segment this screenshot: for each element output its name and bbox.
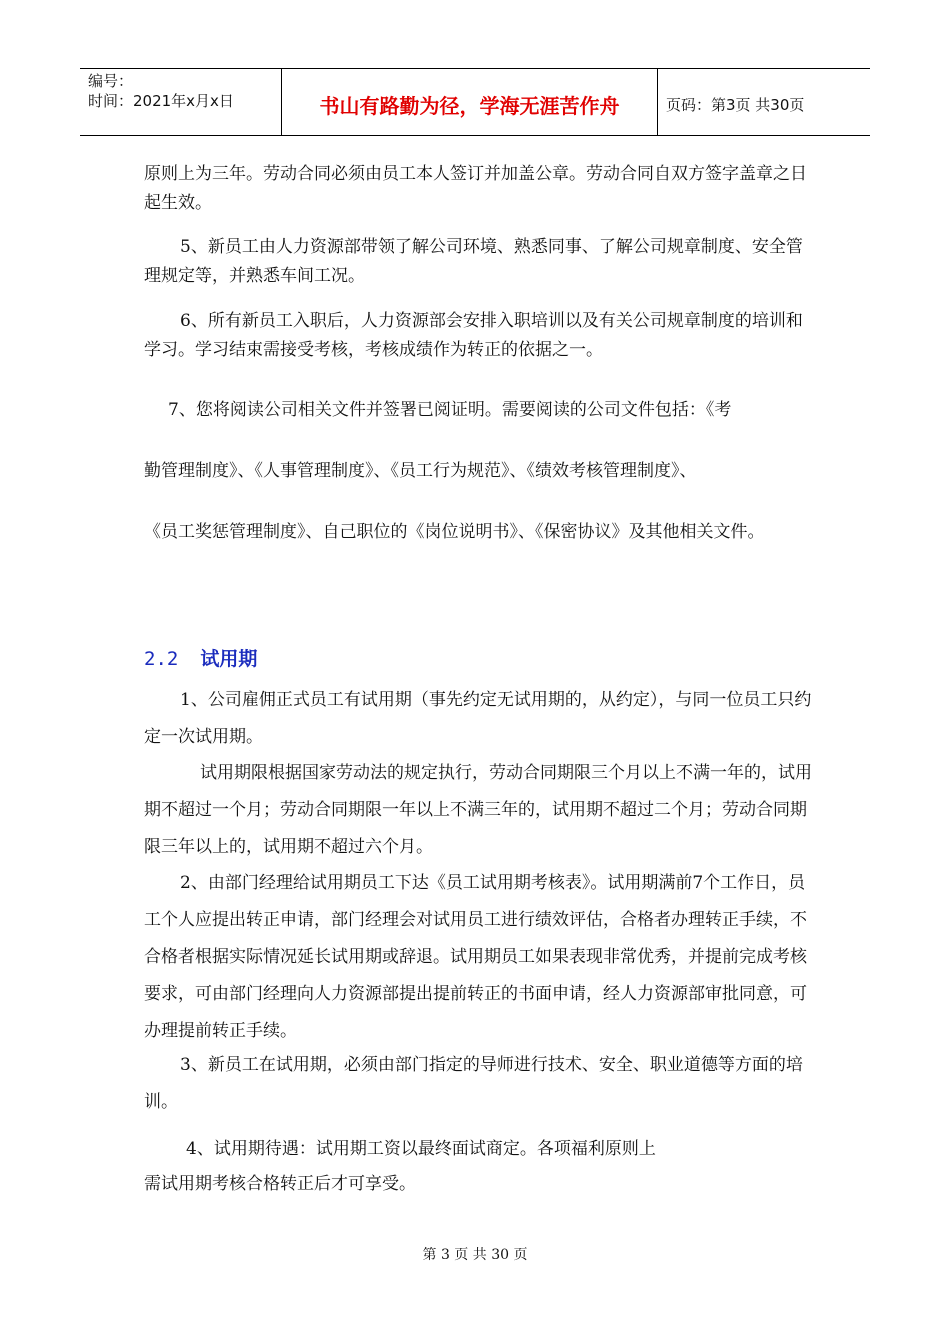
paragraph-item-6: 6、所有新员工入职后，人力资源部会安排入职培训以及有关公司规章制度的培训和学习。学习结束需接受考核，考核成绩作为转正的依据之一。 — [144, 311, 803, 360]
page-header — [80, 68, 870, 136]
document-date: 时间：2021年x月x日 — [88, 92, 234, 110]
paragraph-trial-2: 2、由部门经理给试用期员工下达《员工试用期考核表》。试用期满前7个工作日，员工个人应提出转正申请，部门经理会对试用员工进行绩效评估，合格者办理转正手续，不合格者根据实际情况延长试用期或辞退。试用期员工如果表现非常优秀，并提前完成考核要求，可由部门经理向人力资源部提出提前转正的书面申请，经人力资源部审批同意，可办理提前转正手续。 — [144, 873, 807, 1041]
paragraph-trial-1: 1、公司雇佣正式员工有试用期（事先约定无试用期的，从约定），与同一位员工只约定一次试用期。 — [144, 690, 812, 747]
document-number: 编号： — [88, 72, 134, 90]
paragraph-item-5: 5、新员工由人力资源部带领了解公司环境、熟悉同事、了解公司规章制度、安全管理规定等，并熟悉车间工况。 — [144, 237, 803, 286]
paragraph-item-7-line1: 7、您将阅读公司相关文件并签署已阅证明。需要阅读的公司文件包括：《考 — [168, 400, 732, 420]
paragraph-contract: 原则上为三年。劳动合同必须由员工本人签订并加盖公章。劳动合同自双方签字盖章之日起生效。 — [144, 164, 807, 213]
paragraph-item-7-line2: 勤管理制度》、《人事管理制度》、《员工行为规范》、《绩效考核管理制度》、 — [144, 461, 697, 481]
section-number: 2.2 — [144, 648, 179, 670]
header-page-number: 页码：第3页 共30页 — [666, 95, 805, 114]
section-title: 试用期 — [200, 648, 258, 670]
section-heading — [144, 644, 257, 671]
header-motto: 书山有路勤为径，学海无涯苦作舟 — [282, 69, 658, 135]
paragraph-trial-4-line1: 4、试用期待遇：试用期工资以最终面试商定。各项福利原则上 — [186, 1139, 656, 1159]
paragraph-trial-4-line2: 需试用期考核合格转正后才可享受。 — [144, 1174, 416, 1194]
paragraph-trial-1-detail: 试用期限根据国家劳动法的规定执行，劳动合同期限三个月以上不满一年的，试用期不超过一个月；劳动合同期限一年以上不满三年的，试用期不超过二个月；劳动合同期限三年以上的，试用期不超过六个月。 — [144, 763, 812, 857]
paragraph-item-7-line3: 《员工奖惩管理制度》、自己职位的《岗位说明书》、《保密协议》及其他相关文件。 — [144, 522, 765, 542]
header-meta — [80, 69, 282, 135]
page-footer: 第 3 页 共 30 页 — [422, 1247, 528, 1263]
paragraph-trial-3: 3、新员工在试用期，必须由部门指定的导师进行技术、安全、职业道德等方面的培训。 — [144, 1055, 803, 1112]
